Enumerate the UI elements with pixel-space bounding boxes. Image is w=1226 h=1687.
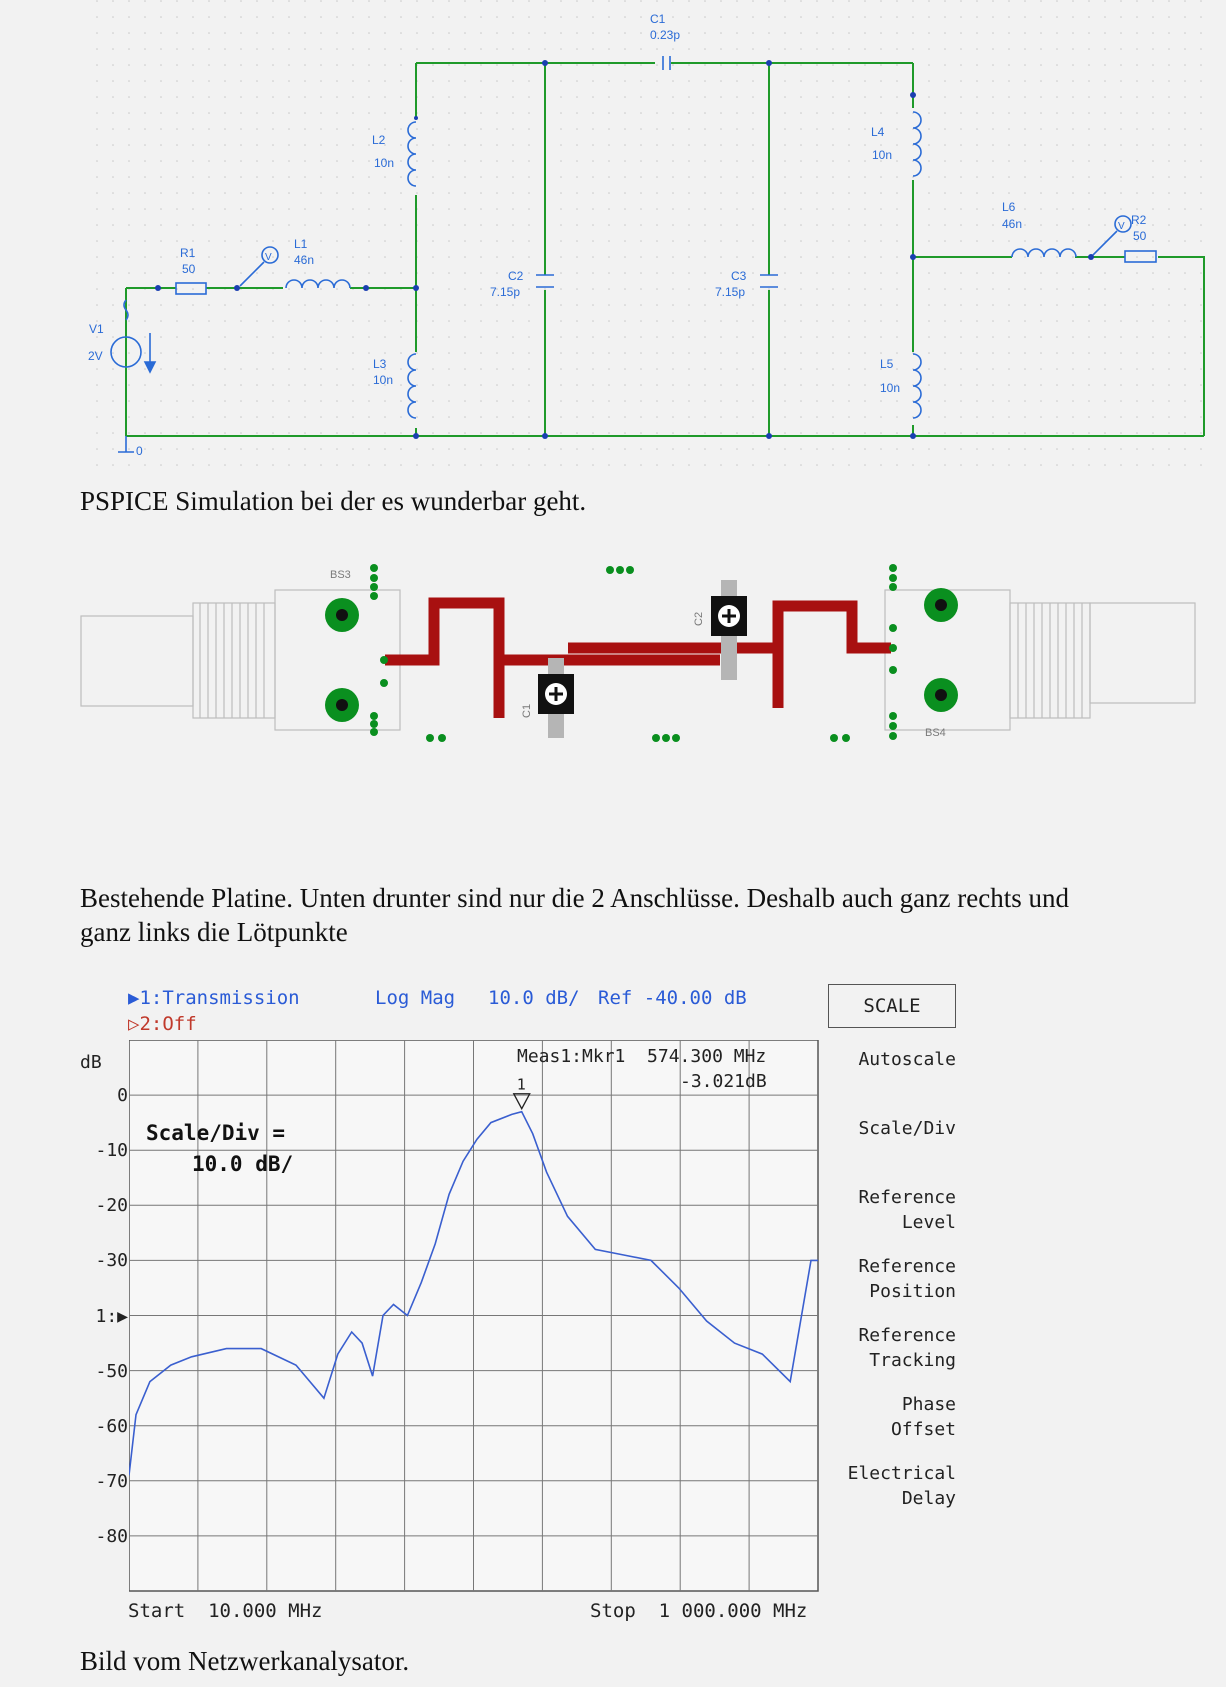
start-frequency: Start 10.000 MHz	[128, 1600, 323, 1622]
schematic-grid	[90, 0, 1210, 470]
r1-value: 50	[182, 262, 196, 276]
scale-menu-title[interactable]: SCALE	[828, 984, 956, 1028]
softkey-reference-level[interactable]: Reference Level	[858, 1187, 956, 1233]
l3-name: L3	[373, 357, 387, 371]
format-label: Log Mag	[375, 987, 456, 1009]
l6-value: 46n	[1002, 217, 1023, 231]
softkey-electrical-delay[interactable]: Electrical Delay	[847, 1463, 956, 1509]
marker-number: 1	[516, 1075, 526, 1094]
analyzer-caption: Bild vom Netzwerkanalysator.	[80, 1646, 410, 1676]
l4-value: 10n	[872, 148, 893, 162]
c1-value: 0.23p	[650, 28, 681, 42]
pspice-caption: PSPICE Simulation bei der es wunderbar geht.	[80, 486, 587, 516]
l3-value: 10n	[373, 373, 394, 387]
ytick-20: -20	[95, 1195, 128, 1216]
ytick-50: -50	[95, 1361, 128, 1382]
stop-frequency: Stop 1 000.000 MHz	[590, 1600, 808, 1622]
r1-name: R1	[180, 246, 196, 260]
scale-box-line2: 10.0 dB/	[192, 1152, 294, 1176]
probe-right-label: V	[1118, 221, 1125, 232]
l2-name: L2	[372, 133, 386, 147]
ytick-10: -10	[95, 1140, 128, 1161]
l5-value: 10n	[880, 381, 901, 395]
ytick-70: -70	[95, 1471, 128, 1492]
pcb-label-bs3: BS3	[330, 569, 351, 581]
ytick-80: -80	[95, 1526, 128, 1547]
c1-name: C1	[650, 12, 666, 26]
probe-left-label: V	[265, 252, 272, 263]
scale-box-line1: Scale/Div =	[146, 1121, 286, 1145]
ref-position-marker: 1:▶	[95, 1306, 128, 1327]
pcb-traces	[385, 603, 891, 720]
v1-name: V1	[89, 322, 104, 336]
pcb-layout	[0, 548, 1226, 758]
l2-value: 10n	[374, 156, 395, 170]
ref-label: Ref -40.00 dB	[598, 987, 747, 1009]
pcb-label-bs4: BS4	[925, 727, 946, 739]
l6-name: L6	[1002, 200, 1016, 214]
pspice-schematic	[0, 0, 1226, 480]
c2-value: 7.15p	[490, 285, 521, 299]
trace1-label[interactable]: ▶1:Transmission	[128, 987, 300, 1009]
ground-label: 0	[136, 444, 143, 458]
l5-name: L5	[880, 357, 894, 371]
ytick-60: -60	[95, 1416, 128, 1437]
l1-value: 46n	[294, 253, 315, 267]
marker-readout-line2: -3.021dB	[680, 1071, 767, 1092]
pcb-label-c1: C1	[521, 703, 533, 718]
y-unit-label: dB	[80, 1052, 102, 1073]
pcb-label-c2: C2	[693, 611, 705, 626]
v1-value: 2V	[88, 349, 103, 363]
r2-value: 50	[1133, 229, 1147, 243]
softkey-phase-offset[interactable]: Phase Offset	[890, 1394, 956, 1440]
softkey-reference-tracking[interactable]: Reference Tracking	[858, 1325, 956, 1371]
c3-name: C3	[731, 269, 747, 283]
ytick-30: -30	[95, 1250, 128, 1271]
l4-name: L4	[871, 125, 885, 139]
softkey-autoscale[interactable]: Autoscale	[858, 1049, 956, 1070]
r2-name: R2	[1131, 213, 1147, 227]
scale-label: 10.0 dB/	[488, 987, 580, 1009]
pcb-caption-line1: Bestehende Platine. Unten drunter sind nur die 2 Anschlüsse. Deshalb auch ganz rechts und	[80, 883, 1070, 913]
c3-value: 7.15p	[715, 285, 746, 299]
pcb-capacitor-c1	[538, 658, 574, 738]
l1-name: L1	[294, 237, 308, 251]
ytick-0: 0	[117, 1085, 128, 1106]
softkey-reference-position[interactable]: Reference Position	[858, 1256, 956, 1302]
trace2-label[interactable]: ▷2:Off	[128, 1013, 197, 1035]
pcb-caption-line2: ganz links die Lötpunkte	[80, 917, 348, 947]
c2-name: C2	[508, 269, 524, 283]
softkey-scale-div[interactable]: Scale/Div	[858, 1118, 956, 1139]
marker-readout-line1: Meas1:Mkr1 574.300 MHz	[517, 1046, 767, 1067]
